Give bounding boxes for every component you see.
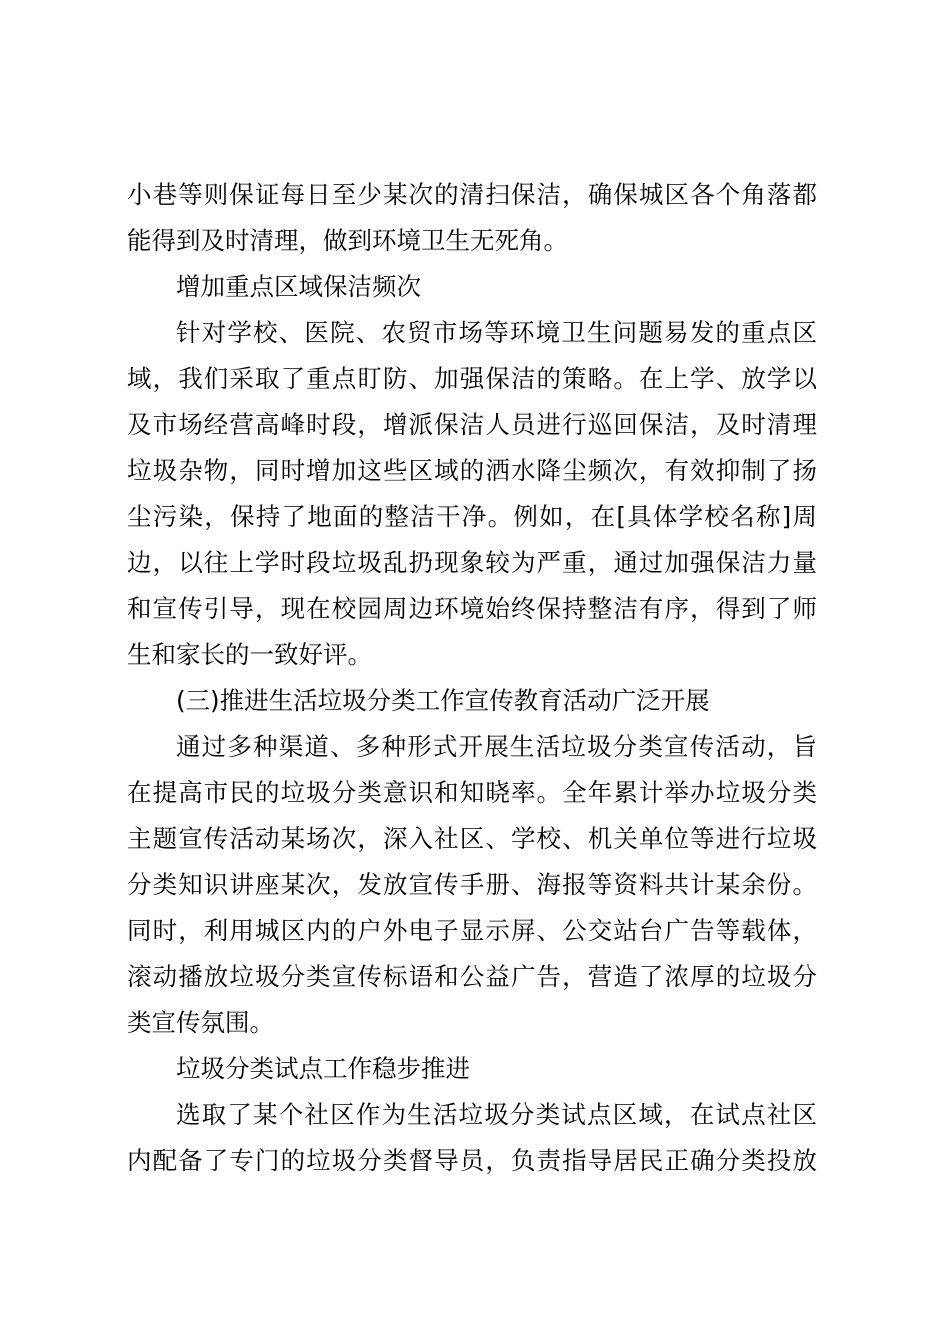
paragraph-line: 及市场经营高峰时段，增派保洁人员进行巡回保洁，及时清理 (127, 410, 817, 439)
document-body (127, 172, 817, 1184)
section-heading: 增加重点区域保洁频次 (176, 272, 421, 301)
paragraph-line: 小巷等则保证每日至少某次的清扫保洁，确保城区各个角落都 (127, 180, 817, 209)
paragraph-line: 边，以往上学时段垃圾乱扔现象较为严重，通过加强保洁力量 (127, 548, 817, 577)
paragraph-line: 尘污染，保持了地面的整洁干净。例如，在[具体学校名称]周 (127, 502, 817, 531)
paragraph-line: 垃圾杂物，同时增加这些区域的洒水降尘频次，有效抑制了扬 (127, 456, 817, 485)
paragraph-line: 通过多种渠道、多种形式开展生活垃圾分类宣传活动，旨 (176, 732, 817, 761)
section-heading: (三)推进生活垃圾分类工作宣传教育活动广泛开展 (176, 686, 710, 715)
paragraph-line: 主题宣传活动某场次，深入社区、学校、机关单位等进行垃圾 (127, 824, 817, 853)
section-heading: 垃圾分类试点工作稳步推进 (176, 1054, 470, 1083)
paragraph-line: 内配备了专门的垃圾分类督导员，负责指导居民正确分类投放 (127, 1146, 817, 1175)
paragraph-line: 选取了某个社区作为生活垃圾分类试点区域，在试点社区 (176, 1100, 817, 1129)
paragraph-line: 同时，利用城区内的户外电子显示屏、公交站台广告等载体， (127, 916, 817, 945)
paragraph-line: 类宣传氛围。 (127, 1008, 274, 1037)
paragraph-line: 分类知识讲座某次，发放宣传手册、海报等资料共计某余份。 (127, 870, 817, 899)
paragraph-line: 滚动播放垃圾分类宣传标语和公益广告，营造了浓厚的垃圾分 (127, 962, 817, 991)
paragraph-line: 针对学校、医院、农贸市场等环境卫生问题易发的重点区 (176, 318, 817, 347)
paragraph-line: 能得到及时清理，做到环境卫生无死角。 (127, 226, 568, 255)
paragraph-line: 生和家长的一致好评。 (127, 640, 372, 669)
paragraph-line: 和宣传引导，现在校园周边环境始终保持整洁有序，得到了师 (127, 594, 817, 623)
paragraph-line: 域，我们采取了重点盯防、加强保洁的策略。在上学、放学以 (127, 364, 817, 393)
paragraph-line: 在提高市民的垃圾分类意识和知晓率。全年累计举办垃圾分类 (127, 778, 817, 807)
